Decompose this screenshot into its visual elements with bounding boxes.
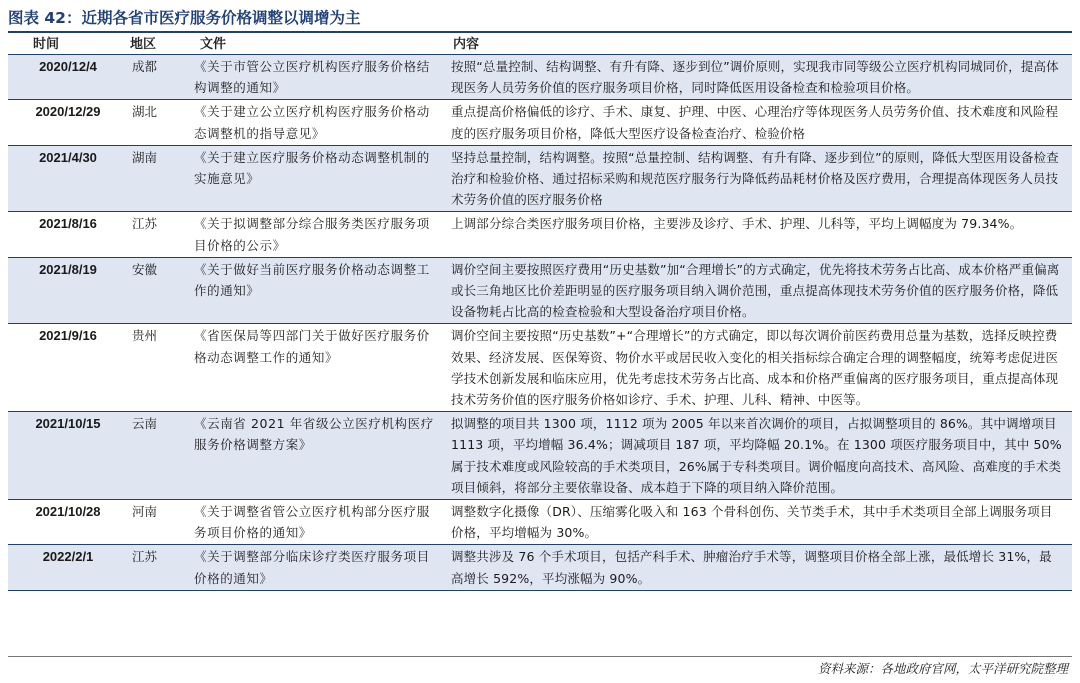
row-region: 江苏 bbox=[128, 545, 190, 590]
header-content: 内容 bbox=[443, 35, 1072, 55]
title-divider bbox=[8, 31, 1072, 33]
row-file: 《关于做好当前医疗服务价格动态调整工作的通知》 bbox=[190, 257, 443, 324]
table-row bbox=[8, 412, 1072, 500]
row-file: 《关于建立医疗服务价格动态调整机制的实施意见》 bbox=[190, 145, 443, 212]
header-region: 地区 bbox=[128, 35, 190, 55]
header-file: 文件 bbox=[190, 35, 443, 55]
row-content: 上调部分综合类医疗服务项目价格，主要涉及诊疗、手术、护理、儿科等，平均上调幅度为 79.34%。 bbox=[443, 212, 1072, 257]
row-file: 《关于调整部分临床诊疗类医疗服务项目价格的通知》 bbox=[190, 545, 443, 590]
row-time: 2020/12/29 bbox=[8, 100, 128, 145]
row-time: 2021/10/15 bbox=[8, 412, 128, 500]
row-file: 《关于调整省管公立医疗机构部分医疗服务项目价格的通知》 bbox=[190, 500, 443, 545]
row-region: 云南 bbox=[128, 412, 190, 500]
row-region: 江苏 bbox=[128, 212, 190, 257]
row-region: 贵州 bbox=[128, 324, 190, 412]
table-row bbox=[8, 100, 1072, 145]
row-region: 成都 bbox=[128, 55, 190, 100]
row-content: 调价空间主要按照医疗费用“历史基数”加“合理增长”的方式确定，优先将技术劳务占比高、成本价格严重偏离或长三角地区比价差距明显的医疗服务项目纳入调价范围，重点提高体现技术劳务价值的医疗服务价格，降低设备物耗占比高的检查检验和大型设备治疗项目价格。 bbox=[443, 257, 1072, 324]
row-file: 《关于建立公立医疗机构医疗服务价格动态调整机的指导意见》 bbox=[190, 100, 443, 145]
table-row bbox=[8, 212, 1072, 257]
row-content: 重点提高价格偏低的诊疗、手术、康复、护理、中医、心理治疗等体现医务人员劳务价值、技术难度和风险程度的医疗服务项目价格，降低大型医疗设备检查治疗、检验价格 bbox=[443, 100, 1072, 145]
policy-table bbox=[8, 35, 1072, 591]
row-content: 拟调整的项目共 1300 项，1112 项为 2005 年以来首次调价的项目，占拟调整项目的 86%。其中调增项目 1113 项，平均增幅 36.4%；调减项目 187 项，平均降幅 20.1%。在 1300 项医疗服务项目中，其中 50%属于技术难度或风险较高的手术类项目，26%属于专科类项目。调价幅度向高技术、高风险、高难度的手术类项目倾斜，将部分主要依靠设备、成本趋于下降的项目纳入降价范围。 bbox=[443, 412, 1072, 500]
row-time: 2021/8/19 bbox=[8, 257, 128, 324]
row-file: 《关于拟调整部分综合服务类医疗服务项目价格的公示》 bbox=[190, 212, 443, 257]
row-region: 湖南 bbox=[128, 145, 190, 212]
row-region: 湖北 bbox=[128, 100, 190, 145]
figure-title: 图表 42：近期各省市医疗服务价格调整以调增为主 bbox=[8, 9, 361, 27]
row-file: 《关于市管公立医疗机构医疗服务价格结构调整的通知》 bbox=[190, 55, 443, 100]
row-content: 按照“总量控制、结构调整、有升有降、逐步到位”调价原则，实现我市同等级公立医疗机构同城同价，提高体现医务人员劳务价值的医疗服务项目价格，同时降低医用设备检查和检验项目价格。 bbox=[443, 55, 1072, 100]
header-time: 时间 bbox=[8, 35, 128, 55]
row-file: 《云南省 2021 年省级公立医疗机构医疗服务价格调整方案》 bbox=[190, 412, 443, 500]
row-content: 调整数字化摄像（DR）、压缩雾化吸入和 163 个骨科创伤、关节类手术，其中手术类项目全部上调服务项目价格，平均增幅为 30%。 bbox=[443, 500, 1072, 545]
row-content: 调价空间主要按照“历史基数”+“合理增长”的方式确定，即以每次调价前医药费用总量为基数，选择反映控费效果、经济发展、医保筹资、物价水平或居民收入变化的相关指标综合确定合理的调整幅度，统筹考虑促进医学技术创新发展和临床应用，优先考虑技术劳务占比高、成本和价格严重偏离的医疗服务项目，重点提高体现技术劳务价值的医疗服务价格如诊疗、手术、护理、儿科、精神、中医等。 bbox=[443, 324, 1072, 412]
row-time: 2021/8/16 bbox=[8, 212, 128, 257]
row-region: 安徽 bbox=[128, 257, 190, 324]
table-row bbox=[8, 257, 1072, 324]
table-row bbox=[8, 545, 1072, 590]
row-region: 河南 bbox=[128, 500, 190, 545]
row-time: 2021/4/30 bbox=[8, 145, 128, 212]
row-time: 2022/2/1 bbox=[8, 545, 128, 590]
source-divider bbox=[8, 656, 1072, 657]
table-row bbox=[8, 55, 1072, 100]
row-content: 坚持总量控制，结构调整。按照“总量控制、结构调整、有升有降、逐步到位”的原则，降低大型医用设备检查治疗和检验价格、通过招标采购和规范医疗服务行为降低药品耗材价格及医疗费用，合理提高体现医务人员技术劳务价值的医疗服务价格 bbox=[443, 145, 1072, 212]
source-note: 资料来源：各地政府官网，太平洋研究院整理 bbox=[817, 661, 1068, 676]
table-row bbox=[8, 324, 1072, 412]
table-row bbox=[8, 500, 1072, 545]
row-file: 《省医保局等四部门关于做好医疗服务价格动态调整工作的通知》 bbox=[190, 324, 443, 412]
table-row bbox=[8, 145, 1072, 212]
table-header-row bbox=[8, 35, 1072, 55]
row-time: 2021/10/28 bbox=[8, 500, 128, 545]
row-content: 调整共涉及 76 个手术项目，包括产科手术、肿瘤治疗手术等，调整项目价格全部上涨，最低增长 31%，最高增长 592%，平均涨幅为 90%。 bbox=[443, 545, 1072, 590]
row-time: 2021/9/16 bbox=[8, 324, 128, 412]
row-time: 2020/12/4 bbox=[8, 55, 128, 100]
